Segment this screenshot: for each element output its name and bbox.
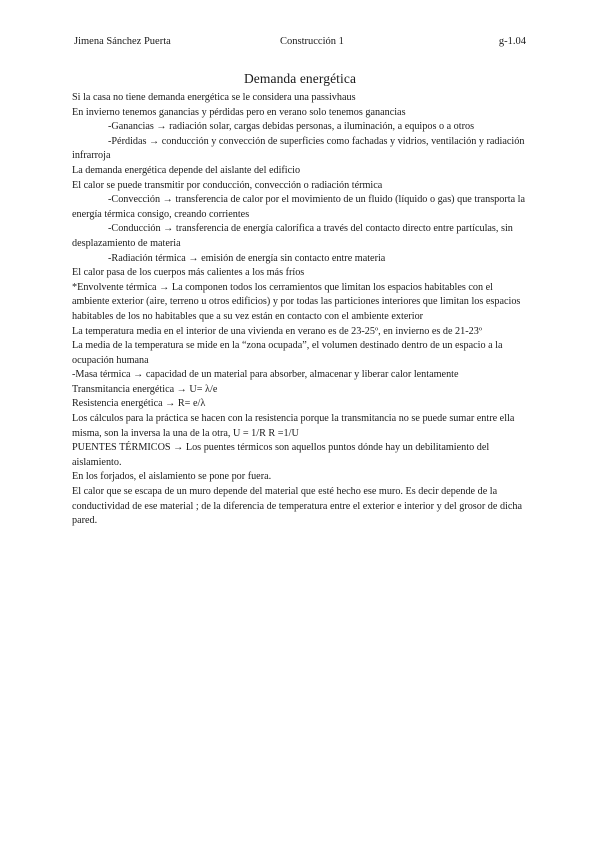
paragraph-transmitancia: Transmitancia energética → U= λ/e [72,383,218,395]
paragraph-seasons: En invierno tenemos ganancias y pérdidas pero en verano solo tenemos ganancias [72,106,406,118]
paragraph-masa-termica: -Masa térmica → capacidad de un material para absorber, almacenar y liberar calor lentamente [72,369,459,381]
paragraph-calor-pasa: El calor pasa de los cuerpos más calientes a los más fríos [72,267,305,279]
paragraph-forjados: En los forjados, el aislamiento se pone por fuera. [72,471,272,483]
paragraph-demanda: La demanda energética depende del aislante del edificio [72,164,301,176]
paragraph-temperatura-media: La temperatura media en el interior de una vivienda en verano es de 23-25º, en invierno es de 21-23º [72,325,482,337]
page-title: Demanda energética [243,71,357,86]
list-item-conduccion: -Conducción → transferencia de energía calorífica a través del contacto directo entre partículas, sin desplazamiento de materia [72,223,513,249]
list-item-ganancias: -Ganancias → radiación solar, cargas debidas personas, a iluminación, a equipos o a otros [108,121,475,133]
document-body [72,91,528,529]
page-header [74,36,526,52]
paragraph-calor-muro: El calor que se escapa de un muro depende del material que esté hecho ese muro. Es decir depende de la conductividad de ese material ; de la diferencia de temperatura entre el exterior e interior y del grosor de dicha pared. [72,486,523,527]
header-course: Construcción 1 [280,36,344,47]
paragraph-calculos: Los cálculos para la práctica se hacen con la resistencia porque la transmitancia no se puede sumar entre ella misma, son la inversa la una de la otra, U = 1/R R =1/U [72,413,515,439]
list-item-conveccion: -Convección → transferencia de calor por el movimiento de un fluido (líquido o gas) que transporta la energía térmica consigo, creando corrientes [72,194,525,220]
paragraph-transmision: El calor se puede transmitir por conducción, convección o radiación térmica [72,179,383,191]
paragraph-puentes-termicos: PUENTES TÉRMICOS → Los puentes térmicos son aquellos puntos dónde hay un debilitamiento del aislamiento. [72,442,490,468]
header-author: Jimena Sánchez Puerta [74,36,171,47]
paragraph-passivhaus: Si la casa no tiene demanda energética se le considera una passivhaus [72,92,356,103]
list-item-perdidas: -Pérdidas → conducción y convección de superficies como fachadas y vidrios, ventilación y radiación infrarroja [72,135,525,162]
paragraph-resistencia: Resistencia energética → R= e/λ [72,398,206,410]
paragraph-envolvente: *Envolvente térmica → La componen todos los cerramientos que limitan los espacios habitables con el ambiente exterior (aire, terreno u otros edificios) y por todas las particiones interiores que limitan los espacios habitables de los no habitables que a su vez están en contacto con el ambiente exterior [72,281,521,322]
header-group: g-1.04 [498,36,526,47]
list-item-radiacion: -Radiación térmica → emisión de energía sin contacto entre materia [108,252,386,264]
paragraph-zona-ocupada: La media de la temperatura se mide en la “zona ocupada”, el volumen destinado dentro de un espacio a la ocupación humana [72,340,503,366]
